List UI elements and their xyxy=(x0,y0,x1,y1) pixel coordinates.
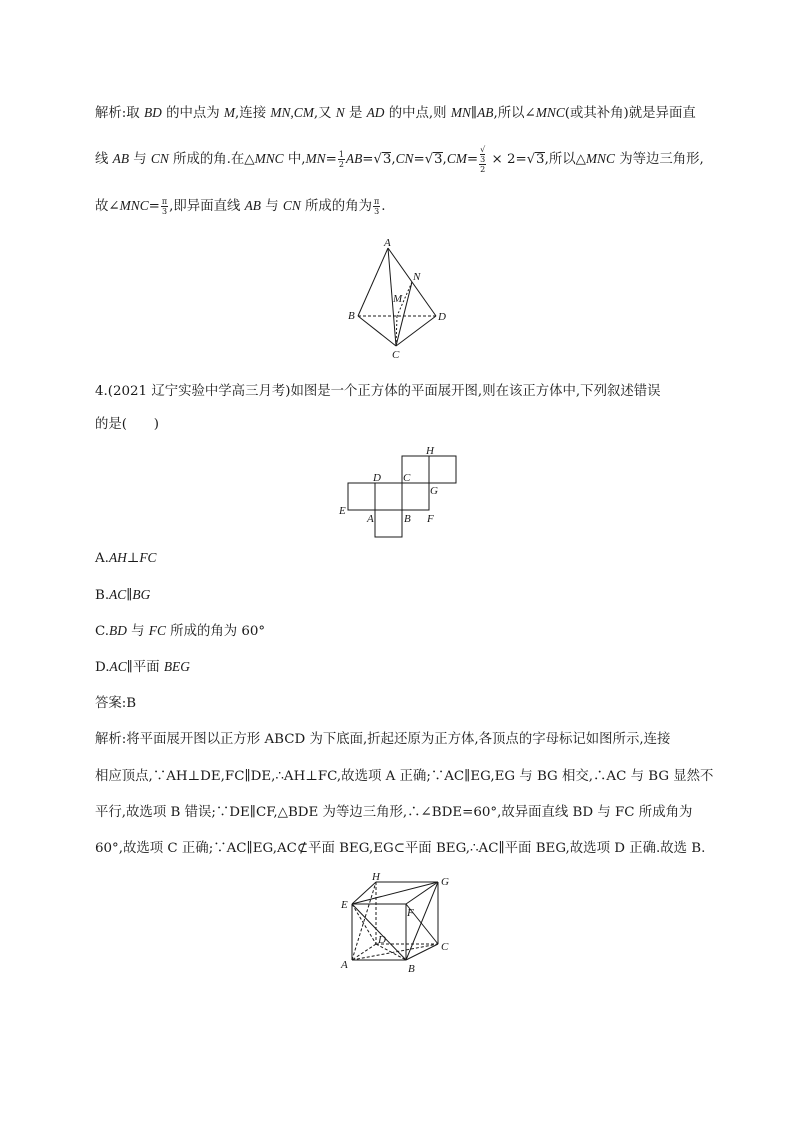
math: MNC xyxy=(119,198,149,213)
edge-ab xyxy=(358,248,388,316)
text: = xyxy=(466,152,479,167)
vertex-label-c: C xyxy=(392,349,400,361)
radical-icon: √ xyxy=(373,152,382,167)
numerator: π xyxy=(161,197,168,206)
text: 所成的角.在△ xyxy=(168,152,255,167)
math: CM xyxy=(446,151,467,166)
cube-net-figure xyxy=(334,442,464,538)
math: AB xyxy=(112,151,130,166)
text: ,所以△ xyxy=(544,152,586,167)
net-label-h: H xyxy=(426,445,434,457)
text: 解析:取 xyxy=(95,106,144,121)
denominator: 2 xyxy=(338,160,344,169)
numerator xyxy=(479,145,486,165)
radical-icon: √ xyxy=(424,152,434,167)
cube-label-b: B xyxy=(408,963,415,975)
math: BD xyxy=(143,105,162,120)
vertex-label-b: B xyxy=(348,310,355,322)
fraction-half xyxy=(338,150,345,169)
text: D. xyxy=(95,660,110,675)
text: B. xyxy=(95,588,110,603)
denominator: 3 xyxy=(374,207,380,216)
net-label-c: C xyxy=(403,472,411,484)
text: 与 xyxy=(126,624,149,639)
analysis1-line2 xyxy=(95,145,704,174)
hidden-diagonal-ah xyxy=(352,882,376,960)
radicand: 3 xyxy=(434,152,443,167)
denominator: 2 xyxy=(480,165,486,174)
text: ∥平面 xyxy=(126,660,164,675)
numerator: π xyxy=(373,197,380,206)
cube-label-g: G xyxy=(441,876,449,888)
fraction-pi-over-3 xyxy=(161,197,168,216)
cube-label-e: E xyxy=(341,899,348,911)
text: 与 xyxy=(129,152,151,167)
math: CN xyxy=(282,198,301,213)
net-square xyxy=(402,483,429,510)
analysis2-line4: 60°,故选项 C 正确;∵AC∥EG,AC⊄平面 BEG,EG⊂平面 BEG,∴AC∥平面 BEG,故选项 D 正确.故选 B. xyxy=(95,841,706,856)
text: 的中点为 xyxy=(161,106,224,121)
radicand: 3 xyxy=(382,152,392,167)
math: N xyxy=(335,105,345,120)
text: ,所以∠ xyxy=(493,106,536,121)
math: MN,CM xyxy=(270,105,314,120)
net-square xyxy=(375,483,402,510)
analysis2-line3: 平行,故选项 B 错误;∵DE∥CF,△BDE 为等边三角形,∴∠BDE=60°,故异面直线 BD 与 FC 所成角为 xyxy=(95,805,693,820)
text: 为等边三角形, xyxy=(614,152,704,167)
fraction-pi-over-3 xyxy=(373,197,380,216)
text: (或其补角)就是异面直 xyxy=(564,106,696,121)
text: = xyxy=(148,199,160,214)
net-label-e: E xyxy=(339,505,346,517)
vertex-label-m: M xyxy=(393,293,403,305)
text: = xyxy=(325,152,337,167)
vertex-label-a: A xyxy=(384,237,391,249)
math: CN xyxy=(395,151,414,166)
math: MN∥AB xyxy=(450,105,494,120)
vertex-label-n: N xyxy=(413,271,421,283)
radicand: 3 xyxy=(536,152,545,167)
radicand: 3 xyxy=(480,155,486,164)
net-label-f: F xyxy=(427,513,434,525)
math: AD xyxy=(366,105,385,120)
hidden-diagonal-db xyxy=(376,944,406,960)
text: 的中点,则 xyxy=(384,106,451,121)
numerator: 1 xyxy=(338,150,344,159)
text: 中, xyxy=(283,152,306,167)
diagonal-gb xyxy=(406,882,438,960)
text: × 2= xyxy=(487,152,527,167)
math: AH⊥FC xyxy=(108,550,157,565)
math: MNC xyxy=(254,151,284,166)
net-label-b: B xyxy=(404,513,411,525)
analysis2-line2: 相应顶点,∵AH⊥DE,FC∥DE,∴AH⊥FC,故选项 A 正确;∵AC∥EG,EG 与 BG 相交,∴AC 与 BG 显然不 xyxy=(95,769,714,784)
question4-line2: 的是( ) xyxy=(95,417,160,432)
answer: 答案:B xyxy=(95,696,137,711)
math: BEG xyxy=(163,659,190,674)
radical-icon: √ xyxy=(480,145,486,154)
net-square xyxy=(375,510,402,537)
text: 所成的角为 60° xyxy=(165,624,266,639)
text: 是 xyxy=(344,106,367,121)
edge-cb xyxy=(406,944,438,960)
math: MN xyxy=(305,151,326,166)
fraction-sqrt3-over-2 xyxy=(479,145,486,174)
tetrahedron-figure xyxy=(340,236,460,366)
text: , xyxy=(391,152,396,167)
option-d xyxy=(95,657,190,678)
analysis1-line1 xyxy=(95,103,696,124)
analysis2-line1: 解析:将平面展开图以正方形 ABCD 为下底面,折起还原为正方体,各顶点的字母标记如图所示,连接 xyxy=(95,732,671,747)
text: ,连接 xyxy=(235,106,271,121)
math: M xyxy=(223,105,236,120)
math: AB xyxy=(345,151,363,166)
edge-bc xyxy=(358,316,396,346)
text: = xyxy=(362,152,374,167)
math: BD xyxy=(109,623,127,638)
hidden-diagonal-ed xyxy=(352,904,376,944)
option-b xyxy=(95,585,150,606)
cube-label-c: C xyxy=(441,941,449,953)
text: 线 xyxy=(95,152,113,167)
math: AB xyxy=(244,198,261,213)
cube-label-f: F xyxy=(407,907,414,919)
cube-figure xyxy=(336,868,466,980)
cube-label-h: H xyxy=(372,871,380,883)
diagonal-eg xyxy=(352,882,438,904)
hidden-diagonal-ac xyxy=(352,944,438,960)
math: MNC xyxy=(585,151,615,166)
text: A. xyxy=(95,551,109,566)
option-a xyxy=(95,548,157,569)
text: = xyxy=(413,152,425,167)
option-c xyxy=(95,621,265,642)
question4-line1: 4.(2021 辽宁实验中学高三月考)如图是一个正方体的平面展开图,则在该正方体中,下列叙述错误 xyxy=(95,384,661,399)
net-label-g: G xyxy=(430,485,438,497)
text: . xyxy=(381,199,386,214)
math: MNC xyxy=(535,105,565,120)
net-label-d: D xyxy=(373,472,381,484)
math: CN xyxy=(150,151,169,166)
math: FC xyxy=(148,623,166,638)
text: C. xyxy=(95,624,110,639)
math: AC∥BG xyxy=(109,587,151,602)
analysis1-line3 xyxy=(95,196,386,217)
radical-icon: √ xyxy=(526,152,536,167)
text: 所成的角为 xyxy=(300,199,372,214)
math: AC xyxy=(109,659,127,674)
text: 与 xyxy=(260,199,283,214)
net-square xyxy=(348,483,375,510)
denominator: 3 xyxy=(161,207,168,216)
text: ,即异面直线 xyxy=(169,199,245,214)
cube-label-a: A xyxy=(341,959,348,971)
text: ,又 xyxy=(313,106,336,121)
vertex-label-d: D xyxy=(438,311,446,323)
text: 故∠ xyxy=(95,199,120,214)
cube-label-d: D xyxy=(378,934,386,946)
net-label-a: A xyxy=(367,513,374,525)
net-square xyxy=(429,456,456,483)
text: , xyxy=(442,152,447,167)
